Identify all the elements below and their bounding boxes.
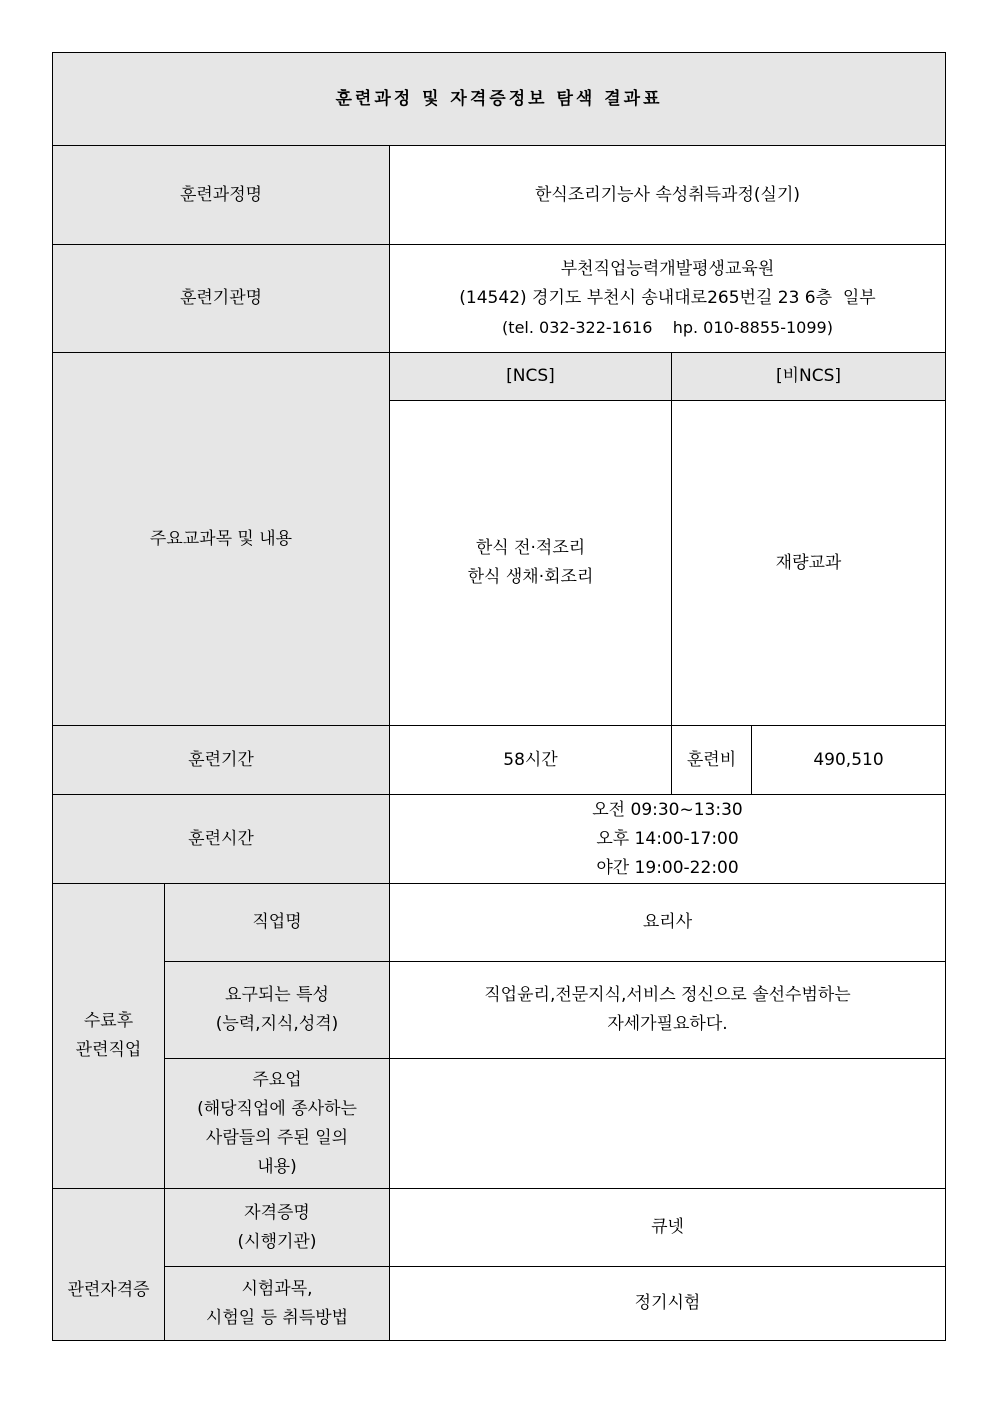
certificate-name-value: 큐넷 [390,1189,946,1267]
ncs-subjects [390,401,672,726]
subjects-label: 주요교과목 및 내용 [53,353,390,726]
certificate-name-label-line: 자격증명 [244,1202,310,1223]
job-traits-value-line: 자세가필요하다. [607,1014,728,1034]
ncs-header: [NCS] [390,353,672,401]
non-ncs-subject-item: 재량교과 [775,552,842,573]
job-duties-label [165,1059,390,1189]
job-duties-label-line: 내용) [257,1156,297,1177]
job-traits-label [165,962,390,1059]
period-label: 훈련기간 [53,726,390,795]
institution-contact: (tel. 032-322-1616 hp. 010-8855-1099) [502,318,833,337]
related-job-group-line: 관련직업 [75,1040,142,1060]
related-job-group-label [53,884,165,1189]
certificate-method-value: 정기시험 [390,1267,946,1341]
institution-address: (14542) 경기도 부천시 송내대로265번길 23 6층 일부 [459,288,876,308]
certificate-group-label [53,1189,165,1341]
result-table [52,52,946,1341]
job-duties-label-line: 사람들의 주된 일의 [205,1127,349,1148]
job-duties-value [390,1059,946,1189]
institution-name: 부천직업능력개발평생교육원 [560,259,775,279]
course-name-label: 훈련과정명 [53,146,390,245]
certificate-group-line: 관련자격증 [67,1280,150,1300]
ncs-subject-item: 한식 전·적조리 [475,538,586,558]
schedule-value [390,795,946,884]
job-traits-value-line: 직업윤리,전문지식,서비스 정신으로 솔선수범하는 [484,985,851,1005]
job-name-value: 요리사 [390,884,946,962]
period-value: 58시간 [390,726,672,795]
certificate-name-label-line: (시행기관) [237,1231,317,1252]
schedule-line: 오전 09:30~13:30 [592,799,743,820]
job-duties-label-line: 주요업 [252,1069,302,1090]
institution-value [390,245,946,353]
fee-label: 훈련비 [672,726,752,795]
job-traits-value [390,962,946,1059]
certificate-method-label-line: 시험일 등 취득방법 [205,1307,349,1328]
fee-value: 490,510 [752,726,946,795]
course-name-value: 한식조리기능사 속성취득과정(실기) [390,146,946,245]
result-document [52,52,945,1341]
non-ncs-subjects [672,401,946,726]
institution-label: 훈련기관명 [53,245,390,353]
related-job-group-line: 수료후 [83,1011,134,1031]
non-ncs-header: [비NCS] [672,353,946,401]
job-name-label: 직업명 [165,884,390,962]
certificate-method-label-line: 시험과목, [241,1278,313,1299]
document-title: 훈련과정 및 자격증정보 탐색 결과표 [53,53,946,146]
schedule-label: 훈련시간 [53,795,390,884]
schedule-line: 오후 14:00-17:00 [596,828,739,849]
ncs-subject-item: 한식 생채·회조리 [467,567,594,587]
job-traits-label-line: (능력,지식,성격) [215,1014,339,1034]
schedule-line: 야간 19:00-22:00 [596,857,739,878]
certificate-name-label [165,1189,390,1267]
job-traits-label-line: 요구되는 특성 [225,985,329,1005]
certificate-method-label [165,1267,390,1341]
job-duties-label-line: (해당직업에 종사하는 [197,1098,357,1119]
